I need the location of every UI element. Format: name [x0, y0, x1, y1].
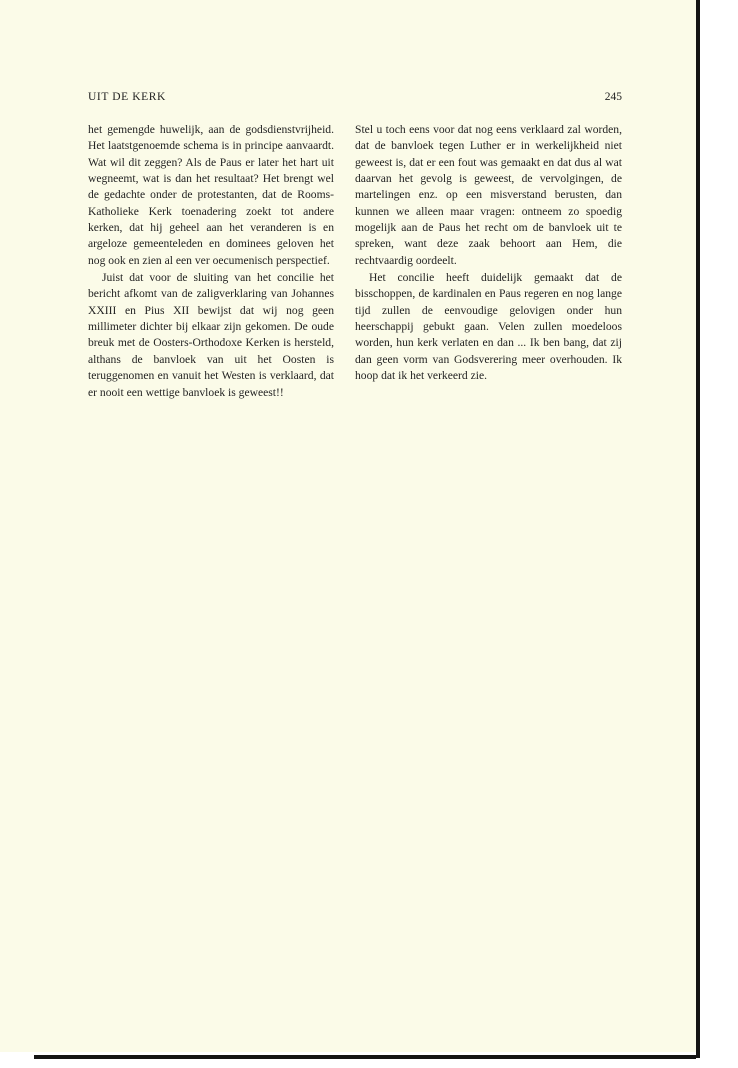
left-paragraph-2: Juist dat voor de sluiting van het concilie het bericht afkomt van de zaligverklaring van Johannes XXIII en Pius XII bewijst dat wij nog geen millimeter dichter bij elkaar zijn gekomen. De oude breuk met de Oosters-Orthodoxe Kerken is hersteld, althans de banvloek van uit het Oosten is teruggenomen en vanuit het Westen is verklaard, dat er nooit een wettige banvloek is geweest!! — [88, 271, 334, 399]
page-edge-bottom — [34, 1055, 696, 1059]
page-edge-right — [696, 0, 700, 1058]
left-column — [88, 122, 334, 401]
right-column — [355, 122, 622, 385]
right-paragraph-1: Stel u toch eens voor dat nog eens verklaard zal worden, dat de banvloek tegen Luther er in werkelijkheid niet geweest is, dat er een fout was gemaakt en dat dus al wat daarvan het gevolg is geweest, de vervolgingen, de martelingen enz. op een misverstand berusten, dan kunnen we alleen maar vragen: ontneem zo spoedig mogelijk aan de Paus het recht om de banvloek uit te spreken, want deze zaak behoort aan Hem, die rechtvaardig oordeelt. — [355, 123, 622, 267]
running-title: UIT DE KERK — [88, 91, 166, 103]
page-number: 245 — [604, 91, 622, 103]
right-paragraph-2: Het concilie heeft duidelijk gemaakt dat de bisschoppen, de kardinalen en Paus regeren en nog lange tijd zullen de eenvoudige gelovigen onder hun heerschappij gebukt gaan. Velen zullen moedeloos worden, hun kerk verlaten en dan ... Ik ben bang, dat zij dan geen vorm van Godsverering meer overhouden. Ik hoop dat ik het verkeerd zie. — [355, 271, 622, 383]
left-paragraph-1: het gemengde huwelijk, aan de godsdienstvrijheid. Het laatstgenoemde schema is in principe aanvaardt. Wat wil dit zeggen? Als de Paus er later het hart uit wegneemt, wat is dan het resultaat? Het brengt wel de gedachte onder de protestanten, dat de Rooms-Katholieke Kerk toenadering zoekt tot andere kerken, dat hij geheel aan het veranderen is en argeloze gemeenteleden en dominees geloven het nog ook en zien al een ver oecumenisch perspectief. — [88, 123, 334, 267]
